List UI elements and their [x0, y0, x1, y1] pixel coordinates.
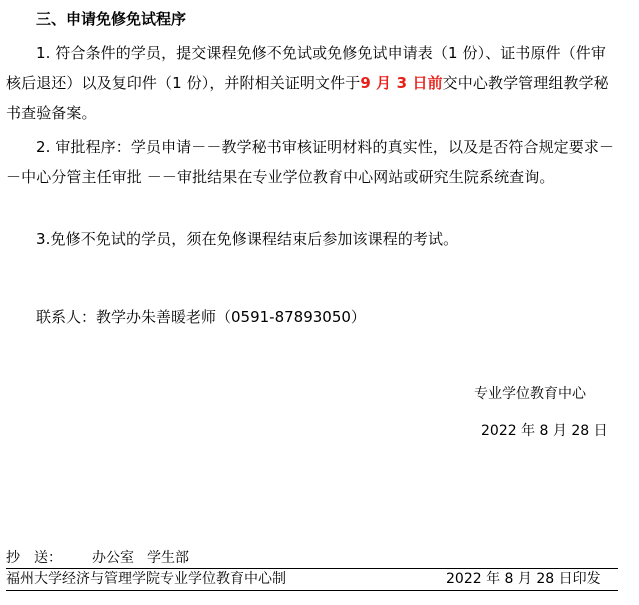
cc-recipient-office: 办公室	[92, 550, 134, 566]
paragraph-exam-requirement: 3.免修不免试的学员，须在免修课程结束后参加该课程的考试。	[36, 230, 459, 248]
contact-line: 联系人：教学办朱善暖老师（0591-87893050）	[36, 308, 366, 326]
paragraph-submission-text: 1. 符合条件的学员，提交课程免修不免试或免修免试申请表（1 份）、证书原件（件审核后退还）以及复印件（1 份），并附相关证明文件于	[6, 44, 606, 92]
cc-recipient-student-dept: 学生部	[147, 550, 189, 566]
footer-print-date: 2022 年 8 月 28 日印发	[446, 571, 601, 587]
signature-date: 2022 年 8 月 28 日	[481, 423, 608, 439]
footer-row	[6, 569, 618, 590]
footer-issuer: 福州大学经济与管理学院专业学位教育中心制	[6, 571, 286, 587]
deadline-highlight: 9 月 3 日前	[360, 74, 443, 92]
paragraph-submission	[6, 38, 618, 128]
signature-organization: 专业学位教育中心	[474, 386, 586, 402]
cc-row	[6, 547, 618, 569]
cc-label: 抄 送：	[6, 550, 62, 566]
paragraph-approval-process: 2. 审批程序：学员申请－－教学秘书审核证明材料的真实性，以及是否符合规定要求－－中心分管主任审批 －－审批结果在专业学位教育中心网站或研究生院系统查询。	[6, 138, 615, 186]
paragraph-submission-tail: 交中心教学管理组教学秘书查验备案。	[6, 74, 609, 122]
footer-divider-bottom	[6, 590, 618, 591]
section-title: 三、申请免修免试程序	[36, 10, 187, 28]
